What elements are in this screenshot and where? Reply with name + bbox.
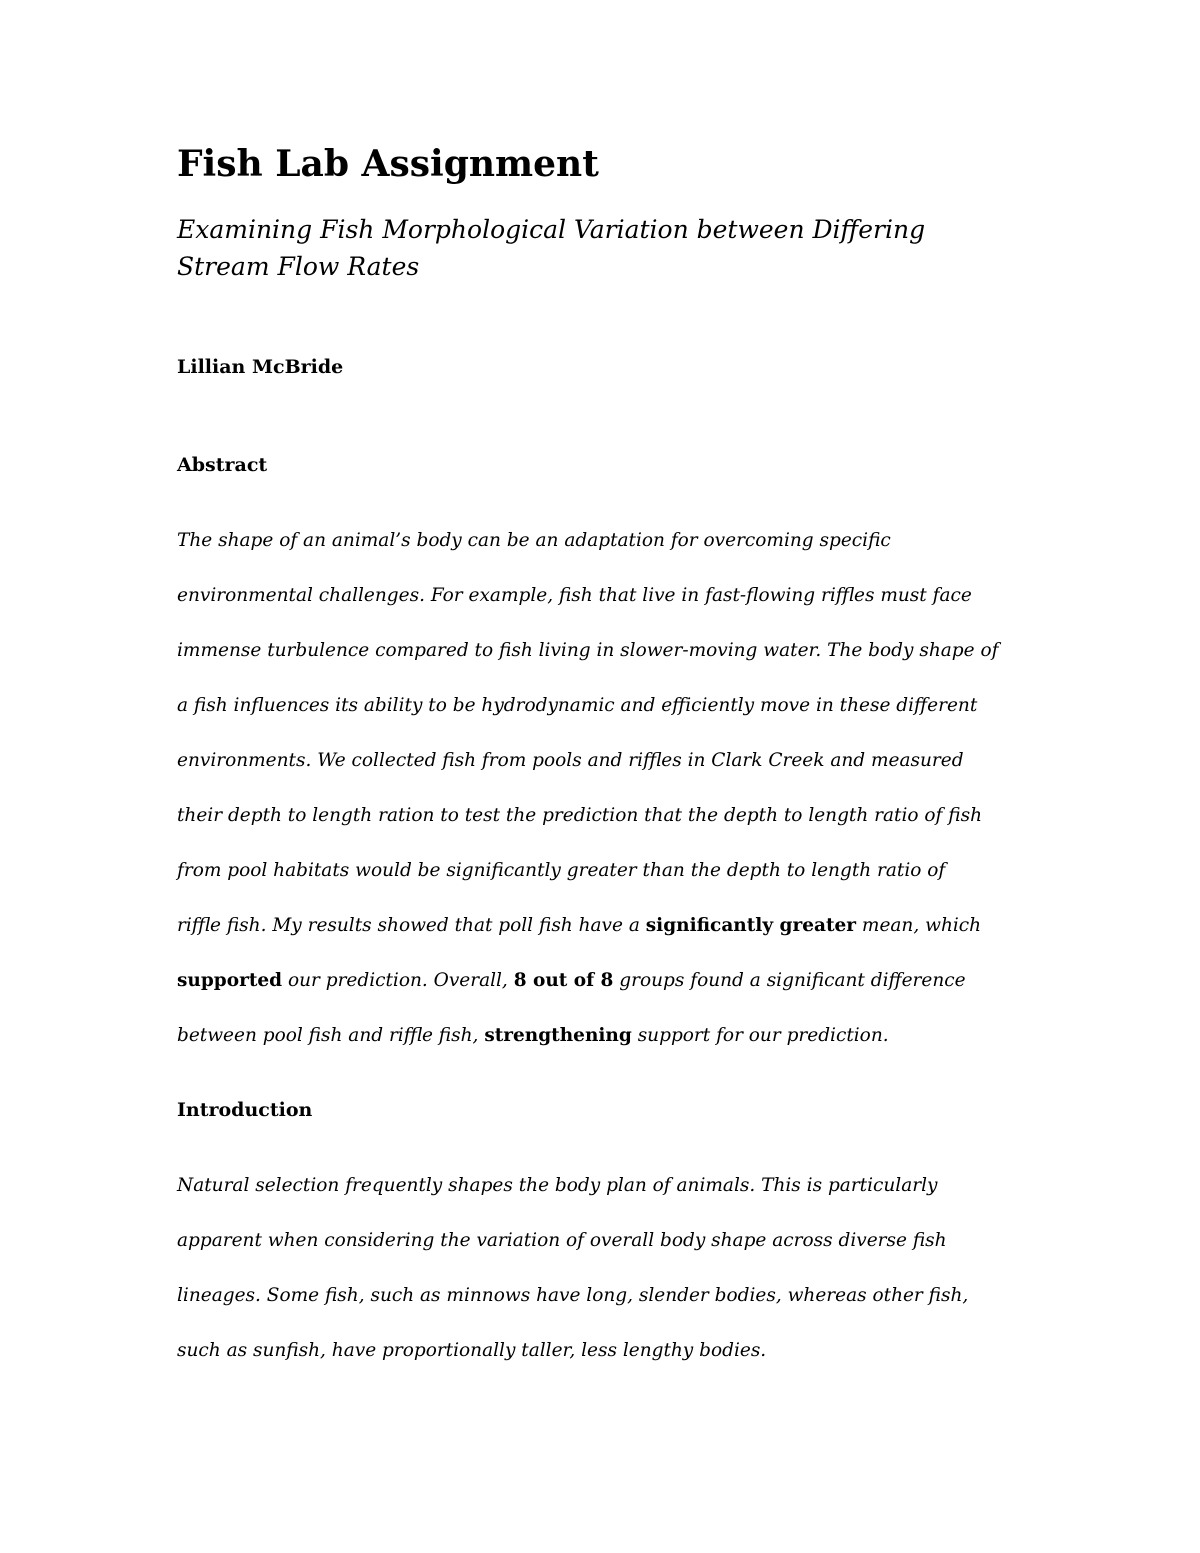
abstract-line: their depth to length ration to test the prediction that the depth to length ratio of fish [177,805,983,826]
introduction-line: such as sunfish, have proportionally taller, less lengthy bodies. [177,1340,767,1361]
introduction-heading: Introduction [177,1099,313,1121]
abstract-line: The shape of an animal’s body can be an adaptation for overcoming specific [177,530,891,551]
abstract-text: groups found a significant difference [613,970,966,991]
emphasis-group-count: 8 out of 8 [513,970,614,991]
abstract-text: between pool fish and riffle fish, [177,1025,485,1046]
abstract-line: from pool habitats would be significantly greater than the depth to length ratio of [177,860,946,881]
abstract-line [177,913,981,939]
abstract-line: environmental challenges. For example, fish that live in fast-flowing riffles must face [177,585,972,606]
introduction-line: Natural selection frequently shapes the body plan of animals. This is particularly [177,1175,938,1196]
abstract-text: riffle fish. My results showed that poll fish have a [177,915,646,936]
introduction-line: lineages. Some fish, such as minnows have long, slender bodies, whereas other fish, [177,1285,969,1306]
document-subtitle: Examining Fish Morphological Variation between Differing Stream Flow Rates [177,215,926,281]
abstract-line: a fish influences its ability to be hydrodynamic and efficiently move in these different [177,695,978,716]
author-name: Lillian McBride [177,356,344,378]
abstract-heading: Abstract [177,454,268,476]
abstract-line [177,1023,889,1049]
abstract-line [177,968,966,994]
abstract-text: mean, which [856,915,982,936]
emphasis-strengthening: strengthening [484,1025,632,1046]
abstract-text: our prediction. Overall, [282,970,514,991]
abstract-line: immense turbulence compared to fish living in slower-moving water. The body shape of [177,640,999,661]
document-title: Fish Lab Assignment [177,143,599,185]
introduction-line: apparent when considering the variation of overall body shape across diverse fish [177,1230,947,1251]
abstract-text: support for our prediction. [631,1025,889,1046]
abstract-line: environments. We collected fish from pools and riffles in Clark Creek and measured [177,750,964,771]
emphasis-supported: supported [177,970,283,991]
emphasis-significantly-greater: significantly greater [645,915,857,936]
